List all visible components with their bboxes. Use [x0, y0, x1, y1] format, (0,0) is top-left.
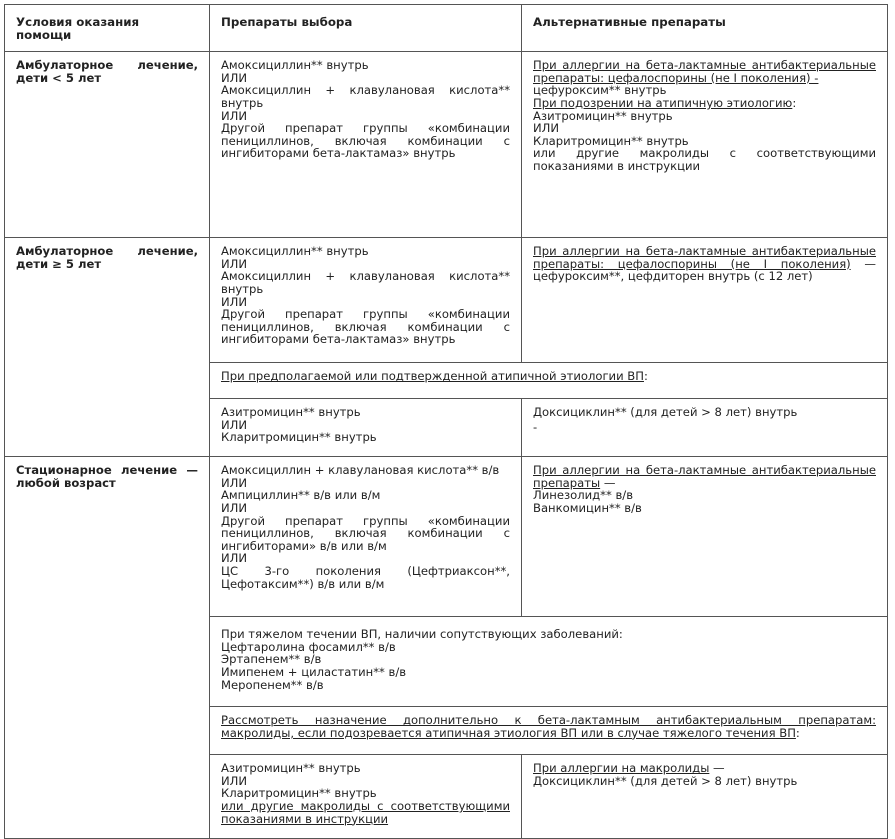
choice-line: ИЛИ — [221, 256, 248, 271]
alt-line: Азитромицин** внутрь — [533, 108, 673, 123]
severe-line: Имипенем + циластатин** в/в — [221, 664, 407, 679]
row-outpatient-5-plus — [5, 238, 888, 363]
choice-line: Другой препарат группы «комбинации пенициллинов, включая комбинации с ингибиторами бета-лактамаз» внутрь — [221, 307, 510, 347]
alt-line: Кларитромицин** внутрь — [533, 133, 689, 148]
condition-text: Амбулаторное лечение, дети < 5 лет — [16, 58, 198, 85]
choice-cell — [210, 755, 522, 839]
choice-line: ИЛИ — [221, 294, 248, 309]
allergy-note: При аллергии на бета-лактамные антибактериальные препараты — [533, 463, 876, 490]
macrolides-note: Рассмотреть назначение дополнительно к бета-лактамным антибактериальным препаратам: макролиды, если подозревается атипичная этиология ВП или в случае тяжелого течения ВП — [221, 713, 876, 740]
header-alternative-drugs: Альтернативные препараты — [522, 5, 888, 52]
choice-line: Ампициллин** в/в или в/м — [221, 488, 381, 503]
alt-line: или другие макролиды с соответствующими показаниями в инструкции — [533, 146, 876, 173]
condition-text: Амбулаторное лечение, дети ≥ 5 лет — [16, 244, 198, 271]
choice-line: Азитромицин** внутрь — [221, 761, 361, 776]
choice-line: Амоксициллин + клавулановая кислота** внутрь — [221, 83, 510, 110]
alt-line: — — [709, 761, 725, 776]
severe-line: Эртапенем** в/в — [221, 652, 322, 667]
treatment-table — [4, 4, 888, 839]
alt-line: цефуроксим** внутрь — [533, 83, 667, 98]
choice-line: Кларитромицин** внутрь — [221, 786, 377, 801]
condition-cell — [5, 238, 210, 457]
choice-cell — [210, 457, 522, 617]
header-row — [5, 5, 888, 52]
choice-cell — [210, 52, 522, 238]
colon: : — [795, 725, 800, 740]
choice-cell — [210, 238, 522, 363]
condition-cell — [5, 52, 210, 238]
choice-line: или другие макролиды с соответствующими показаниями в инструкции — [221, 798, 510, 826]
row-inpatient-any-age — [5, 457, 888, 617]
alt-line: Линезолид** в/в — [533, 488, 634, 503]
alt-line: Доксициклин** (для детей > 8 лет) внутрь — [533, 773, 798, 788]
choice-line: Другой препарат группы «комбинации пенициллинов, включая комбинации с ингибиторами бета-лактамаз» внутрь — [221, 121, 510, 161]
alternative-cell — [522, 457, 888, 617]
alternative-cell — [522, 755, 888, 839]
choice-line: Амоксициллин** внутрь — [221, 58, 369, 73]
alt-line: Доксициклин** (для детей > 8 лет) внутрь — [533, 405, 798, 420]
alternative-cell — [522, 238, 888, 363]
choice-line: Другой препарат группы «комбинации пенициллинов, включая комбинации с ингибиторами» в/в или в/м — [221, 513, 510, 553]
dash-mark: - — [533, 419, 538, 434]
choice-line: Азитромицин** внутрь — [221, 405, 361, 420]
choice-line: ИЛИ — [221, 417, 248, 432]
allergy-note: При аллергии на бета-лактамные антибактериальные препараты: цефалоспорины (не I поколения) - — [533, 58, 876, 85]
header-choice-drugs: Препараты выбора — [210, 5, 522, 52]
choice-line: Амоксициллин** внутрь — [221, 244, 369, 259]
alternative-cell — [522, 399, 888, 457]
choice-line: ЦС 3-го поколения (Цефтриаксон**, Цефотаксим**) в/в или в/м — [221, 563, 510, 591]
atypical-note: При подозрении на атипичную этиологию — [533, 95, 793, 110]
alt-line: Ванкомицин** в/в — [533, 500, 642, 515]
atypical-note: При предполагаемой или подтвержденной атипичной этиологии ВП — [221, 369, 644, 384]
choice-line: ИЛИ — [221, 108, 248, 123]
colon: : — [643, 369, 648, 384]
choice-line: ИЛИ — [221, 773, 248, 788]
choice-line: ИЛИ — [221, 475, 248, 490]
colon: : — [792, 95, 797, 110]
choice-line: Амоксициллин + клавулановая кислота** внутрь — [221, 269, 510, 296]
allergy-note: При аллергии на бета-лактамные антибактериальные препараты: цефалоспорины (не I поколения) — [533, 244, 876, 271]
condition-cell — [5, 457, 210, 839]
choice-line: ИЛИ — [221, 551, 248, 566]
choice-line: ИЛИ — [221, 500, 248, 515]
severe-line: При тяжелом течении ВП, наличии сопутствующих заболеваний: — [221, 627, 623, 642]
alt-line: ИЛИ — [533, 121, 560, 136]
macrolide-allergy-note: При аллергии на макролиды — [533, 761, 710, 776]
choice-line: ИЛИ — [221, 70, 248, 85]
choice-cell — [210, 399, 522, 457]
condition-text: Стационарное лечение — любой возраст — [16, 463, 198, 490]
header-conditions: Условия оказания помощи — [5, 5, 210, 52]
severe-cell — [210, 617, 888, 707]
choice-line: Кларитромицин** внутрь — [221, 430, 377, 445]
alt-line: — — [603, 475, 616, 490]
severe-line: Цефтаролина фосамил** в/в — [221, 639, 396, 654]
atypical-cell — [210, 363, 888, 399]
choice-line: Амоксициллин + клавулановая кислота** в/в — [221, 463, 500, 478]
macrolides-cell — [210, 707, 888, 755]
alternative-cell — [522, 52, 888, 238]
severe-line: Меропенем** в/в — [221, 677, 324, 692]
alt-line: — цефуроксим**, цефдиторен внутрь (с 12 лет) — [533, 256, 877, 284]
row-outpatient-under-5 — [5, 52, 888, 238]
